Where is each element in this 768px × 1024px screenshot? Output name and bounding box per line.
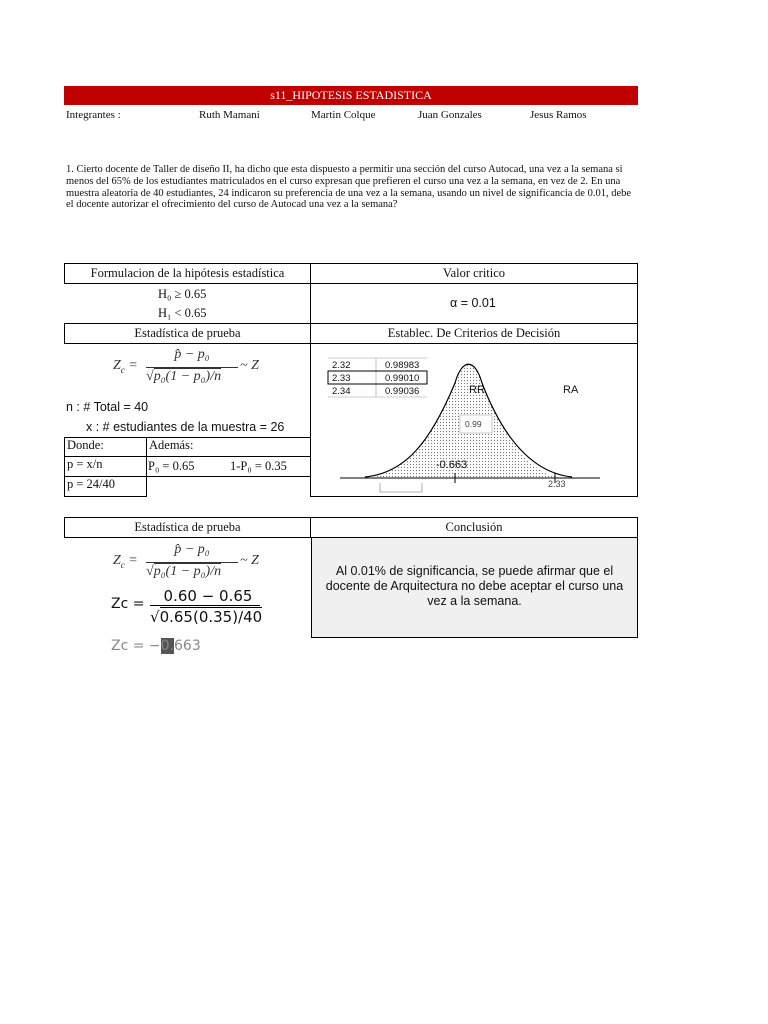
formula-numerator: p̂ − p₀: [174, 347, 210, 362]
member-name: Ruth Mamani: [199, 109, 260, 121]
critical-value-header: Valor critico: [310, 263, 638, 284]
test-statistic-header: Estadística de prueba: [64, 323, 311, 344]
formula-numerator-2: p̂ − p₀: [174, 542, 210, 557]
critical-marker-label: 2.33: [548, 479, 566, 489]
formula-zc: $Z_c$ =: [113, 358, 138, 375]
problem-statement: 1. Cierto docente de Taller de diseño II, ha dicho que esta dispuesto a permitir una sección del curso Autocad, una vez a la semana si menos del 65% de los estudiantes matriculados en el curso expresan que prefieren el curso una vez a la semana, en vez de 2. En una muestra aleatoria de 40 estudiantes, 24 indicaron su preferencia de una vez a la semana, usando un nivel de significancia de 0.01, debe el docente autorizar el ofrecimiento del curso de Autocad una vez a la semana?: [66, 164, 632, 211]
one-minus-p0-value: 1-P₀ = 0.35: [230, 459, 287, 473]
n-line: n : # Total = 40: [66, 400, 149, 414]
alt-hypothesis: H₁ < 0.65: [158, 306, 207, 320]
p-definition-cell: p = x/n: [64, 456, 147, 477]
formula-zc-2: $Z_c$ =: [113, 553, 138, 570]
bracket-mark: [380, 483, 422, 492]
ztable-z: 2.33: [332, 373, 351, 384]
rr-label: RR: [469, 384, 485, 396]
decision-criteria-header: Establec. De Criterios de Decisión: [310, 323, 638, 344]
ztable-p: 0.99036: [385, 386, 420, 397]
integrantes-label: Integrantes :: [66, 109, 121, 121]
conclusion-text: Al 0.01% de significancia, se puede afirmar que el docente de Arquitectura no debe aceptar el curso una vez a la semana.: [325, 564, 624, 608]
ra-label: RA: [563, 384, 579, 396]
hypothesis-header: Formulacion de la hipótesis estadística: [64, 263, 311, 284]
ztable-p: 0.98983: [385, 360, 420, 371]
formula-dist-2: ~ Z: [240, 553, 259, 568]
ztable-z: 2.32: [332, 360, 351, 371]
substitution-bar: [150, 605, 260, 606]
member-name: Martin Colque: [311, 109, 376, 121]
conclusion-header: Conclusión: [310, 517, 638, 538]
sheet-title: s11_HIPOTESIS ESTADISTICA: [64, 86, 638, 105]
ztable-z: 2.34: [332, 386, 351, 397]
zc-result: Zc = −0.663: [111, 638, 201, 654]
p0-value: P₀ = 0.65: [148, 459, 195, 473]
member-name: Jesus Ramos: [530, 109, 587, 121]
table-highlight-box: [328, 371, 427, 384]
conclusion-cell: [311, 537, 638, 638]
formula-denominator-2: √p₀(1 − p₀)/n: [146, 564, 222, 579]
ztable-p: 0.99010: [385, 373, 420, 384]
ademas-cell: Además:: [146, 437, 311, 457]
selection-highlight: 0.: [160, 638, 175, 654]
test-statistic-header-2: Estadística de prueba: [64, 517, 311, 538]
formula-denominator: √p₀(1 − p₀)/n: [146, 369, 222, 384]
p-value-cell: p = 24/40: [64, 476, 147, 497]
zc-marker-label: -0.663: [436, 459, 468, 471]
donde-cell: Donde:: [64, 437, 147, 457]
area-label: 0.99: [465, 419, 482, 429]
substitution-numerator: 0.60 − 0.65: [163, 587, 253, 605]
zc-substitution-label: Zc =: [111, 596, 145, 612]
member-name: Juan Gonzales: [418, 109, 482, 121]
formula-dist: ~ Z: [240, 358, 259, 373]
null-hypothesis: H₀ ≥ 0.65: [158, 287, 207, 301]
x-line: x : # estudiantes de la muestra = 26: [86, 420, 285, 434]
substitution-denominator: √0.65(0.35)/40: [150, 608, 263, 626]
alpha-value: α = 0.01: [450, 296, 496, 310]
